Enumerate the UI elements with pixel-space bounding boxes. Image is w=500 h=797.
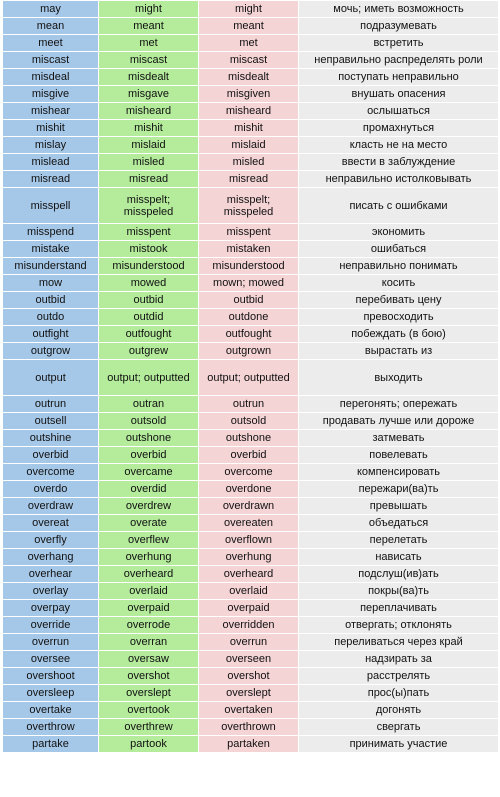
past-simple-cell: overcame bbox=[99, 464, 199, 481]
table-row bbox=[3, 736, 499, 753]
table-row bbox=[3, 583, 499, 600]
infinitive-cell: overbid bbox=[3, 447, 99, 464]
past-participle-cell: misgiven bbox=[199, 86, 299, 103]
past-simple-cell: misled bbox=[99, 154, 199, 171]
translation-cell: перелетать bbox=[299, 532, 499, 549]
table-row bbox=[3, 360, 499, 396]
infinitive-cell: mow bbox=[3, 275, 99, 292]
infinitive-cell: outdo bbox=[3, 309, 99, 326]
infinitive-cell: oversleep bbox=[3, 685, 99, 702]
past-participle-cell: outdone bbox=[199, 309, 299, 326]
table-row bbox=[3, 430, 499, 447]
past-participle-cell: misspent bbox=[199, 224, 299, 241]
past-simple-cell: overflew bbox=[99, 532, 199, 549]
past-participle-cell: outrun bbox=[199, 396, 299, 413]
infinitive-cell: outrun bbox=[3, 396, 99, 413]
infinitive-cell: misread bbox=[3, 171, 99, 188]
infinitive-cell: misunderstand bbox=[3, 258, 99, 275]
past-simple-cell: overthrew bbox=[99, 719, 199, 736]
table-row bbox=[3, 188, 499, 224]
table-row bbox=[3, 154, 499, 171]
past-participle-cell: overtaken bbox=[199, 702, 299, 719]
translation-cell: свергать bbox=[299, 719, 499, 736]
past-participle-cell: overpaid bbox=[199, 600, 299, 617]
past-participle-cell: partaken bbox=[199, 736, 299, 753]
table-row bbox=[3, 224, 499, 241]
infinitive-cell: mistake bbox=[3, 241, 99, 258]
translation-cell: писать с ошибками bbox=[299, 188, 499, 224]
translation-cell: покры(ва)ть bbox=[299, 583, 499, 600]
translation-cell: перебивать цену bbox=[299, 292, 499, 309]
infinitive-cell: override bbox=[3, 617, 99, 634]
translation-cell: нависать bbox=[299, 549, 499, 566]
infinitive-cell: outfight bbox=[3, 326, 99, 343]
past-participle-cell: misheard bbox=[199, 103, 299, 120]
infinitive-cell: overfly bbox=[3, 532, 99, 549]
table-row bbox=[3, 651, 499, 668]
translation-cell: повелевать bbox=[299, 447, 499, 464]
infinitive-cell: outsell bbox=[3, 413, 99, 430]
past-participle-cell: outsold bbox=[199, 413, 299, 430]
past-simple-cell: overlaid bbox=[99, 583, 199, 600]
translation-cell: подразумевать bbox=[299, 18, 499, 35]
past-simple-cell: misunderstood bbox=[99, 258, 199, 275]
translation-cell: подслуш(ив)ать bbox=[299, 566, 499, 583]
infinitive-cell: may bbox=[3, 1, 99, 18]
translation-cell: затмевать bbox=[299, 430, 499, 447]
translation-cell: поступать неправильно bbox=[299, 69, 499, 86]
past-participle-cell: miscast bbox=[199, 52, 299, 69]
table-row bbox=[3, 600, 499, 617]
table-row bbox=[3, 566, 499, 583]
past-simple-cell: might bbox=[99, 1, 199, 18]
past-participle-cell: overlaid bbox=[199, 583, 299, 600]
past-participle-cell: misread bbox=[199, 171, 299, 188]
past-participle-cell: met bbox=[199, 35, 299, 52]
past-participle-cell: misunderstood bbox=[199, 258, 299, 275]
past-participle-cell: overheard bbox=[199, 566, 299, 583]
infinitive-cell: outgrow bbox=[3, 343, 99, 360]
table-row bbox=[3, 18, 499, 35]
infinitive-cell: overhang bbox=[3, 549, 99, 566]
translation-cell: мочь; иметь возможность bbox=[299, 1, 499, 18]
table-row bbox=[3, 498, 499, 515]
infinitive-cell: meet bbox=[3, 35, 99, 52]
translation-cell: встретить bbox=[299, 35, 499, 52]
past-simple-cell: mishit bbox=[99, 120, 199, 137]
past-participle-cell: misled bbox=[199, 154, 299, 171]
translation-cell: косить bbox=[299, 275, 499, 292]
infinitive-cell: overhear bbox=[3, 566, 99, 583]
table-row bbox=[3, 292, 499, 309]
past-simple-cell: outfought bbox=[99, 326, 199, 343]
table-row bbox=[3, 103, 499, 120]
past-participle-cell: meant bbox=[199, 18, 299, 35]
infinitive-cell: misdeal bbox=[3, 69, 99, 86]
past-simple-cell: misgave bbox=[99, 86, 199, 103]
past-participle-cell: overrun bbox=[199, 634, 299, 651]
infinitive-cell: miscast bbox=[3, 52, 99, 69]
past-participle-cell: overflown bbox=[199, 532, 299, 549]
past-participle-cell: misdealt bbox=[199, 69, 299, 86]
infinitive-cell: output bbox=[3, 360, 99, 396]
past-participle-cell: overridden bbox=[199, 617, 299, 634]
past-simple-cell: misspent bbox=[99, 224, 199, 241]
translation-cell: пережари(ва)ть bbox=[299, 481, 499, 498]
past-participle-cell: overcome bbox=[199, 464, 299, 481]
table-row bbox=[3, 532, 499, 549]
translation-cell: отвергать; отклонять bbox=[299, 617, 499, 634]
verb-rows bbox=[3, 1, 499, 753]
translation-cell: надзирать за bbox=[299, 651, 499, 668]
past-participle-cell: overseen bbox=[199, 651, 299, 668]
past-participle-cell: overshot bbox=[199, 668, 299, 685]
past-participle-cell: overhung bbox=[199, 549, 299, 566]
past-simple-cell: overhung bbox=[99, 549, 199, 566]
infinitive-cell: overdraw bbox=[3, 498, 99, 515]
irregular-verbs-table bbox=[2, 0, 499, 753]
past-participle-cell: misspelt; misspeled bbox=[199, 188, 299, 224]
past-simple-cell: outdid bbox=[99, 309, 199, 326]
past-simple-cell: outgrew bbox=[99, 343, 199, 360]
past-simple-cell: output; outputted bbox=[99, 360, 199, 396]
infinitive-cell: overshoot bbox=[3, 668, 99, 685]
infinitive-cell: misspend bbox=[3, 224, 99, 241]
past-simple-cell: misheard bbox=[99, 103, 199, 120]
past-simple-cell: overdrew bbox=[99, 498, 199, 515]
past-participle-cell: outbid bbox=[199, 292, 299, 309]
table-row bbox=[3, 396, 499, 413]
infinitive-cell: oversee bbox=[3, 651, 99, 668]
table-row bbox=[3, 685, 499, 702]
infinitive-cell: overlay bbox=[3, 583, 99, 600]
translation-cell: выходить bbox=[299, 360, 499, 396]
past-participle-cell: outgrown bbox=[199, 343, 299, 360]
table-row bbox=[3, 120, 499, 137]
table-row bbox=[3, 137, 499, 154]
translation-cell: экономить bbox=[299, 224, 499, 241]
table-row bbox=[3, 275, 499, 292]
past-participle-cell: outshone bbox=[199, 430, 299, 447]
past-simple-cell: outran bbox=[99, 396, 199, 413]
past-participle-cell: outfought bbox=[199, 326, 299, 343]
past-simple-cell: overtook bbox=[99, 702, 199, 719]
past-participle-cell: mishit bbox=[199, 120, 299, 137]
infinitive-cell: overcome bbox=[3, 464, 99, 481]
translation-cell: неправильно истолковывать bbox=[299, 171, 499, 188]
past-simple-cell: overrode bbox=[99, 617, 199, 634]
infinitive-cell: mean bbox=[3, 18, 99, 35]
past-simple-cell: miscast bbox=[99, 52, 199, 69]
past-participle-cell: mislaid bbox=[199, 137, 299, 154]
table-row bbox=[3, 515, 499, 532]
infinitive-cell: outshine bbox=[3, 430, 99, 447]
past-participle-cell: mown; mowed bbox=[199, 275, 299, 292]
past-simple-cell: overran bbox=[99, 634, 199, 651]
table-row bbox=[3, 481, 499, 498]
table-row bbox=[3, 309, 499, 326]
past-simple-cell: misdealt bbox=[99, 69, 199, 86]
past-simple-cell: overdid bbox=[99, 481, 199, 498]
translation-cell: ввести в заблуждение bbox=[299, 154, 499, 171]
infinitive-cell: overtake bbox=[3, 702, 99, 719]
infinitive-cell: overrun bbox=[3, 634, 99, 651]
table-row bbox=[3, 35, 499, 52]
translation-cell: ошибаться bbox=[299, 241, 499, 258]
translation-cell: побеждать (в бою) bbox=[299, 326, 499, 343]
table-row bbox=[3, 634, 499, 651]
past-simple-cell: partook bbox=[99, 736, 199, 753]
past-simple-cell: outshone bbox=[99, 430, 199, 447]
translation-cell: перегонять; опережать bbox=[299, 396, 499, 413]
translation-cell: компенсировать bbox=[299, 464, 499, 481]
table-row bbox=[3, 258, 499, 275]
past-simple-cell: oversaw bbox=[99, 651, 199, 668]
table-row bbox=[3, 326, 499, 343]
table-row bbox=[3, 719, 499, 736]
infinitive-cell: partake bbox=[3, 736, 99, 753]
infinitive-cell: overeat bbox=[3, 515, 99, 532]
infinitive-cell: misgive bbox=[3, 86, 99, 103]
infinitive-cell: mislay bbox=[3, 137, 99, 154]
infinitive-cell: outbid bbox=[3, 292, 99, 309]
table-row bbox=[3, 241, 499, 258]
past-participle-cell: mistaken bbox=[199, 241, 299, 258]
translation-cell: ослышаться bbox=[299, 103, 499, 120]
table-row bbox=[3, 69, 499, 86]
past-participle-cell: overslept bbox=[199, 685, 299, 702]
translation-cell: продавать лучше или дороже bbox=[299, 413, 499, 430]
table-row bbox=[3, 702, 499, 719]
past-participle-cell: output; outputted bbox=[199, 360, 299, 396]
past-simple-cell: overpaid bbox=[99, 600, 199, 617]
translation-cell: переплачивать bbox=[299, 600, 499, 617]
past-simple-cell: misspelt; misspeled bbox=[99, 188, 199, 224]
table-row bbox=[3, 617, 499, 634]
table-row bbox=[3, 447, 499, 464]
past-simple-cell: meant bbox=[99, 18, 199, 35]
translation-cell: расстрелять bbox=[299, 668, 499, 685]
past-participle-cell: might bbox=[199, 1, 299, 18]
translation-cell: неправильно понимать bbox=[299, 258, 499, 275]
translation-cell: прос(ы)пать bbox=[299, 685, 499, 702]
past-simple-cell: overate bbox=[99, 515, 199, 532]
past-simple-cell: met bbox=[99, 35, 199, 52]
table-row bbox=[3, 549, 499, 566]
infinitive-cell: mislead bbox=[3, 154, 99, 171]
infinitive-cell: misspell bbox=[3, 188, 99, 224]
past-participle-cell: overeaten bbox=[199, 515, 299, 532]
translation-cell: класть не на место bbox=[299, 137, 499, 154]
table-row bbox=[3, 171, 499, 188]
translation-cell: внушать опасения bbox=[299, 86, 499, 103]
table-row bbox=[3, 668, 499, 685]
past-simple-cell: overheard bbox=[99, 566, 199, 583]
translation-cell: догонять bbox=[299, 702, 499, 719]
translation-cell: неправильно распределять роли bbox=[299, 52, 499, 69]
table-row bbox=[3, 86, 499, 103]
translation-cell: превосходить bbox=[299, 309, 499, 326]
past-participle-cell: overbid bbox=[199, 447, 299, 464]
infinitive-cell: overdo bbox=[3, 481, 99, 498]
translation-cell: принимать участие bbox=[299, 736, 499, 753]
past-simple-cell: outbid bbox=[99, 292, 199, 309]
translation-cell: вырастать из bbox=[299, 343, 499, 360]
translation-cell: объедаться bbox=[299, 515, 499, 532]
past-simple-cell: mistook bbox=[99, 241, 199, 258]
table-row bbox=[3, 52, 499, 69]
past-simple-cell: overshot bbox=[99, 668, 199, 685]
infinitive-cell: overthrow bbox=[3, 719, 99, 736]
past-simple-cell: outsold bbox=[99, 413, 199, 430]
table-row bbox=[3, 413, 499, 430]
infinitive-cell: overpay bbox=[3, 600, 99, 617]
past-simple-cell: overbid bbox=[99, 447, 199, 464]
past-participle-cell: overthrown bbox=[199, 719, 299, 736]
past-simple-cell: misread bbox=[99, 171, 199, 188]
translation-cell: превышать bbox=[299, 498, 499, 515]
past-participle-cell: overdrawn bbox=[199, 498, 299, 515]
past-simple-cell: mowed bbox=[99, 275, 199, 292]
past-simple-cell: overslept bbox=[99, 685, 199, 702]
translation-cell: промахнуться bbox=[299, 120, 499, 137]
infinitive-cell: mishit bbox=[3, 120, 99, 137]
table-row bbox=[3, 1, 499, 18]
past-simple-cell: mislaid bbox=[99, 137, 199, 154]
table-row bbox=[3, 464, 499, 481]
past-participle-cell: overdone bbox=[199, 481, 299, 498]
translation-cell: переливаться через край bbox=[299, 634, 499, 651]
infinitive-cell: mishear bbox=[3, 103, 99, 120]
table-row bbox=[3, 343, 499, 360]
